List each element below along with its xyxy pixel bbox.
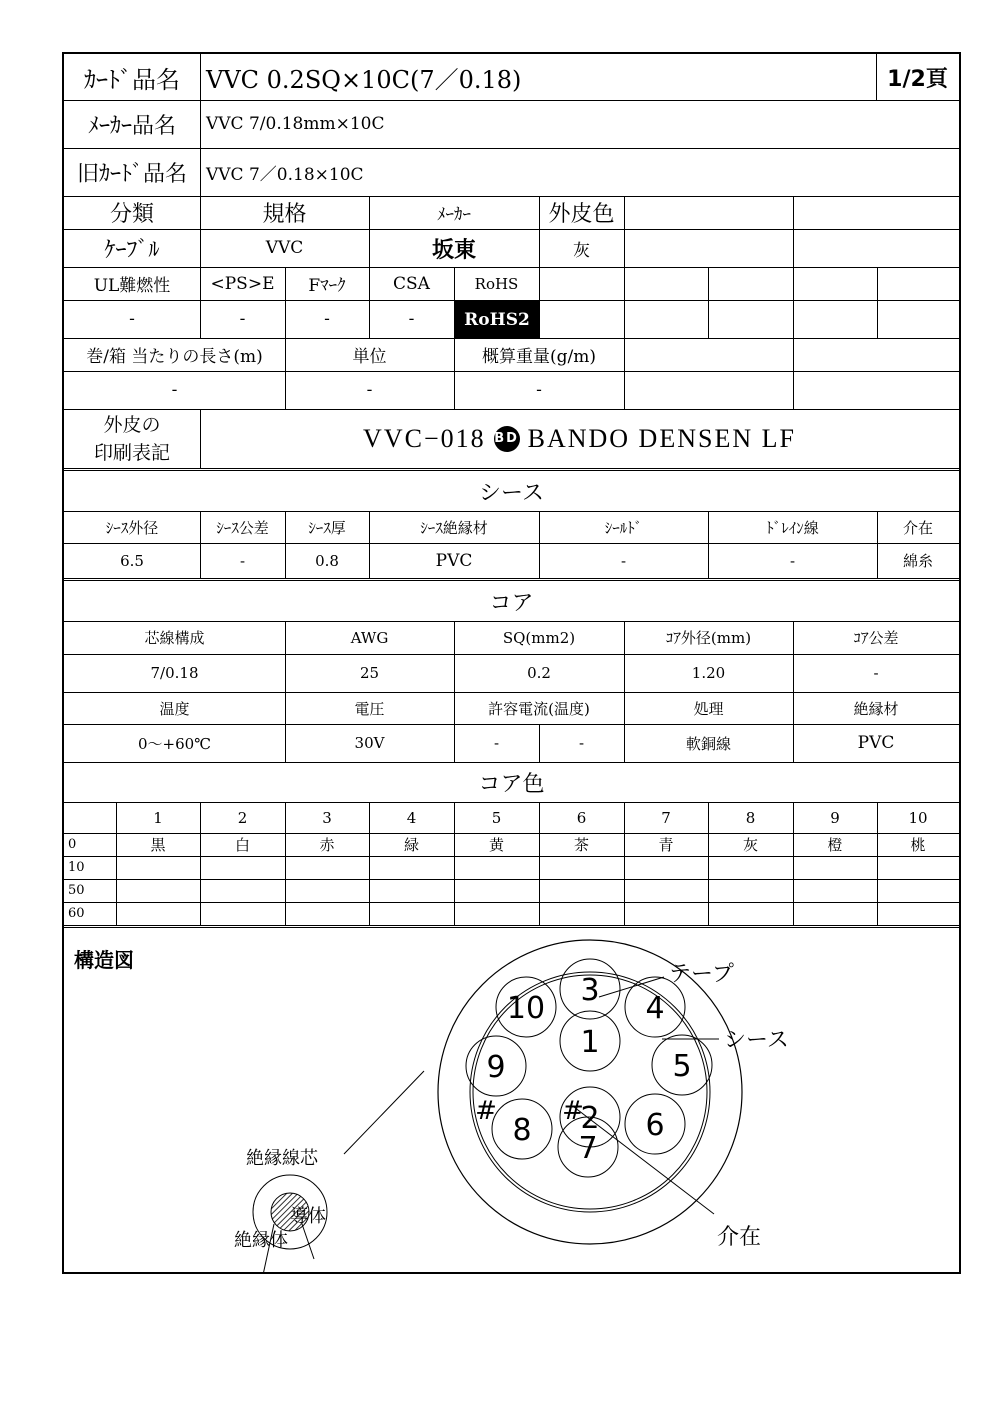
ul-flame-value: -	[129, 309, 135, 329]
sheath-tolerance-header: ｼｰｽ公差	[216, 518, 269, 537]
insulation-header: 絶縁材	[853, 699, 899, 718]
core-color-column-header: 9	[830, 808, 840, 827]
core-color-cell	[116, 879, 200, 902]
old-card-name-value: VVC 7／0.18×10C	[206, 164, 364, 185]
core-color-row-label: 10	[68, 860, 85, 875]
core-color-row-label: 0	[68, 837, 77, 852]
filler-value: 綿糸	[902, 552, 933, 570]
filler-header: 介在	[902, 518, 933, 537]
core-tolerance-value: -	[873, 664, 879, 682]
sheath-tolerance-value: -	[239, 551, 246, 570]
core-color-cell: 黄	[488, 836, 504, 854]
length-per-reel-header: 巻/箱 当たりの長さ(m)	[86, 347, 263, 367]
classification-header: 分類	[109, 202, 154, 227]
core-color-cell: 橙	[827, 836, 843, 854]
core-number: 2	[580, 1101, 600, 1136]
core-color-cell	[539, 856, 624, 879]
print-label-line1: 外皮の	[103, 414, 161, 436]
voltage-header: 電圧	[354, 699, 385, 718]
cable-cross-section-diagram	[64, 929, 959, 1272]
card-name-value: VVC 0.2SQ×10C(7／0.18)	[206, 65, 522, 94]
length-per-reel-value: -	[171, 380, 178, 400]
sq-header: SQ(mm2)	[502, 628, 576, 647]
rohs-badge: RoHS2	[455, 301, 539, 338]
core-color-cell	[454, 856, 539, 879]
tape-label: テープ	[669, 962, 734, 987]
shield-value: -	[620, 551, 627, 570]
core-color-cell	[539, 902, 624, 925]
core-color-column-header: 1	[153, 808, 163, 827]
sheath-thickness-header: ｼｰｽ厚	[308, 518, 346, 537]
core-color-cell: 茶	[573, 836, 589, 854]
unit-value: -	[366, 380, 373, 400]
core-number: 10	[506, 991, 546, 1026]
awg-header: AWG	[350, 628, 389, 647]
core-color-cell	[708, 902, 793, 925]
insulated-core-label: 絶縁線芯	[246, 1148, 318, 1169]
temperature-value: 0～+60℃	[138, 734, 211, 753]
card-name-label: ｶｰﾄﾞ品名	[84, 65, 180, 94]
weight-header: 概算重量(g/m)	[482, 347, 596, 367]
core-color-cell	[200, 902, 285, 925]
standard-value: VVC	[265, 238, 304, 258]
sheath-color-header: 外皮色	[548, 202, 615, 227]
core-color-column-header: 2	[237, 808, 248, 827]
shield-header: ｼｰﾙﾄﾞ	[604, 518, 643, 537]
core-color-cell	[708, 856, 793, 879]
rohs-header: RoHS	[474, 274, 519, 293]
f-mark-value: -	[324, 309, 330, 329]
core-number: 5	[672, 1049, 692, 1084]
core-color-cell	[369, 856, 454, 879]
maker-name-value: VVC 7/0.18mm×10C	[206, 114, 385, 134]
core-color-cell	[200, 856, 285, 879]
core-color-cell	[200, 879, 285, 902]
insulation-value: PVC	[857, 733, 895, 753]
sheath-material-header: ｼｰｽ絶縁材	[420, 518, 488, 537]
core-color-cell	[624, 856, 708, 879]
core-number: 4	[645, 991, 665, 1026]
insulator-label: 絶縁体	[234, 1230, 288, 1251]
print-label	[64, 409, 200, 468]
csa-value: -	[408, 309, 415, 329]
core-tolerance-header: ｺｱ公差	[853, 629, 899, 647]
sheath-material-value: PVC	[435, 550, 473, 571]
standard-header: 規格	[262, 202, 307, 227]
core-color-cell	[285, 879, 369, 902]
page-number: 1/2頁	[887, 66, 948, 92]
core-color-cell	[708, 879, 793, 902]
core-color-cell: 青	[658, 836, 674, 854]
sheath-section-title: シース	[479, 480, 544, 506]
core-color-cell	[369, 879, 454, 902]
core-color-cell	[116, 902, 200, 925]
core-color-column-header: 8	[745, 808, 756, 827]
core-color-cell	[877, 856, 959, 879]
core-color-column-header: 7	[661, 808, 671, 827]
pse-value: -	[239, 309, 246, 329]
current-temp-value: -	[578, 734, 585, 752]
sheath-color-value: 灰	[573, 240, 590, 261]
sheath-od-value: 6.5	[120, 551, 144, 570]
voltage-value: 30V	[354, 734, 385, 752]
old-card-name-label: 旧ｶｰﾄﾞ品名	[76, 161, 187, 187]
core-color-cell	[285, 902, 369, 925]
filler-label: 介在	[717, 1225, 762, 1250]
core-color-cell: 灰	[742, 836, 758, 854]
classification-value: ｹｰﾌﾞﾙ	[104, 237, 160, 263]
core-number: 1	[580, 1025, 600, 1060]
core-color-cell	[877, 879, 959, 902]
unit-header: 単位	[352, 347, 387, 367]
core-color-row-label: 50	[68, 883, 85, 898]
core-color-column-header: 5	[491, 808, 502, 827]
filler-mark: #	[562, 1096, 584, 1126]
spec-sheet	[62, 52, 961, 1274]
treatment-header: 処理	[693, 699, 724, 718]
conductor-label: 導体	[290, 1206, 326, 1227]
core-color-column-header: 10	[908, 808, 928, 827]
maker-header: ﾒｰｶｰ	[437, 205, 471, 225]
core-od-header: ｺｱ外径(mm)	[665, 629, 752, 647]
weight-value: -	[536, 380, 542, 400]
core-color-cell: 赤	[319, 836, 335, 854]
print-label-line2: 印刷表記	[93, 442, 170, 464]
core-color-column-header: 6	[576, 808, 587, 827]
core-color-cell	[793, 856, 877, 879]
core-color-row-label: 60	[68, 906, 85, 921]
treatment-value: 軟銅線	[685, 734, 731, 753]
core-color-cell: 桃	[910, 836, 926, 854]
drain-wire-value: -	[789, 551, 796, 570]
core-color-cell: 緑	[403, 836, 419, 854]
filler-mark: #	[475, 1096, 497, 1126]
diagram-title: 構造図	[74, 948, 134, 972]
core-color-cell	[793, 879, 877, 902]
core-number: 9	[486, 1050, 506, 1085]
print-text-suffix: BANDO DENSEN LF	[527, 423, 796, 453]
core-od-value: 1.20	[691, 664, 726, 682]
core-color-cell	[793, 902, 877, 925]
sq-value: 0.2	[527, 664, 551, 682]
core-color-cell	[454, 879, 539, 902]
core-color-cell	[369, 902, 454, 925]
awg-value: 25	[359, 664, 380, 682]
core-color-cell	[624, 879, 708, 902]
core-number: 3	[580, 973, 600, 1008]
core-color-cell	[116, 856, 200, 879]
core-number: 6	[645, 1108, 665, 1143]
core-color-column-header: 3	[322, 808, 332, 827]
csa-header: CSA	[393, 273, 430, 294]
core-color-column-header: 4	[406, 808, 417, 827]
current-value: -	[493, 734, 500, 752]
core-number: 7	[578, 1131, 598, 1166]
core-leader	[344, 1071, 424, 1154]
core-color-section-title: コア色	[478, 771, 545, 797]
core-color-cell	[877, 902, 959, 925]
ul-flame-header: UL難燃性	[93, 276, 171, 296]
pse-header: <PS>E	[210, 273, 275, 294]
sheath-od-header: ｼｰｽ外径	[105, 518, 159, 537]
sheath-label: シース	[724, 1028, 789, 1053]
maker-name-label: ﾒｰｶｰ品名	[87, 113, 176, 139]
core-color-cell	[539, 879, 624, 902]
core-color-cell: 白	[234, 836, 250, 854]
core-color-cell	[454, 902, 539, 925]
maker-value: 坂東	[431, 237, 476, 263]
cores	[466, 959, 712, 1177]
core-color-cell	[285, 856, 369, 879]
core-color-cell	[624, 902, 708, 925]
sheath-print-text	[200, 409, 959, 468]
f-mark-header: Fﾏｰｸ	[308, 276, 346, 296]
temperature-header: 温度	[159, 699, 190, 718]
bd-logo: BD	[494, 426, 520, 452]
strand-header: 芯線構成	[144, 629, 205, 647]
sheath-thickness-value: 0.8	[315, 551, 339, 570]
strand-value: 7/0.18	[150, 664, 199, 682]
core-number: 8	[512, 1113, 532, 1148]
core-section-title: コア	[489, 590, 534, 616]
current-header: 許容電流(温度)	[488, 699, 590, 718]
print-text-prefix: VVC−018	[363, 423, 486, 453]
core-color-cell: 黒	[150, 836, 166, 854]
drain-wire-header: ﾄﾞﾚｲﾝ線	[766, 518, 819, 537]
